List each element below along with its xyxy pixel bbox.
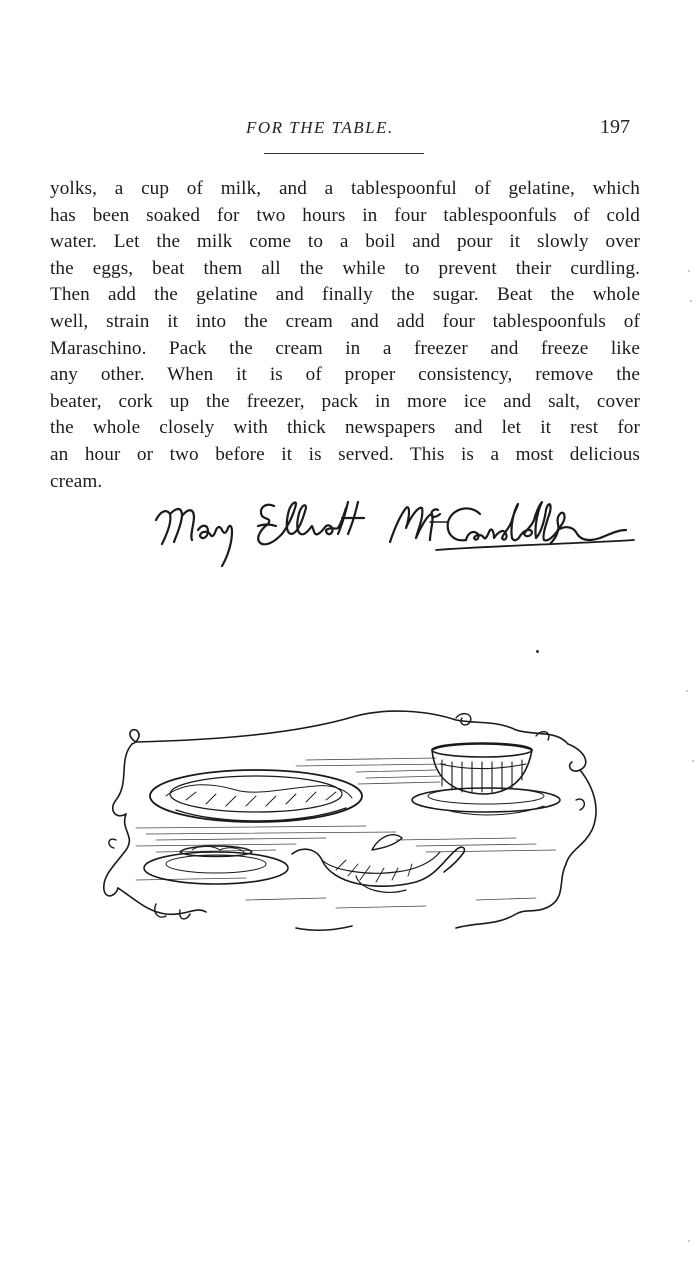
- text-line: the whole closely with thick newspapers and let it rest for: [50, 417, 640, 439]
- page-number: 197: [600, 116, 630, 138]
- text-line: water. Let the milk come to a boil and pour it slowly over: [50, 231, 640, 253]
- text-line: yolks, a cup of milk, and a tablespoonful of gelatine, which: [50, 178, 640, 199]
- text-line: Maraschino. Pack the cream in a freezer and freeze like: [50, 337, 640, 359]
- text-line: an hour or two before it is served. This is a most delicious: [50, 443, 640, 465]
- text-line: Then add the gelatine and finally the sugar. Beat the whole: [50, 284, 640, 306]
- paper-speck: [688, 1240, 690, 1242]
- running-title: FOR THE TABLE.: [246, 118, 394, 137]
- tableware-vignette-illustration: [96, 700, 608, 940]
- header-rule: [264, 153, 424, 154]
- handwritten-signature: [148, 490, 648, 580]
- paper-speck: [688, 270, 690, 272]
- text-line: well, strain it into the cream and add four tablespoonfuls of: [50, 310, 640, 332]
- paper-speck: [690, 300, 692, 302]
- paper-speck: [686, 690, 688, 692]
- text-line: beater, cork up the freezer, pack in more ice and salt, cover: [50, 390, 640, 412]
- text-line: the eggs, beat them all the while to prevent their curdling.: [50, 257, 640, 279]
- text-line: cream.: [50, 470, 103, 492]
- recipe-text: [50, 176, 640, 495]
- text-line: has been soaked for two hours in four tablespoonfuls of cold: [50, 204, 640, 226]
- paper-speck: [692, 760, 694, 762]
- running-head: [0, 118, 700, 148]
- ink-speck: [536, 650, 539, 653]
- text-line: any other. When it is of proper consistency, remove the: [50, 364, 640, 386]
